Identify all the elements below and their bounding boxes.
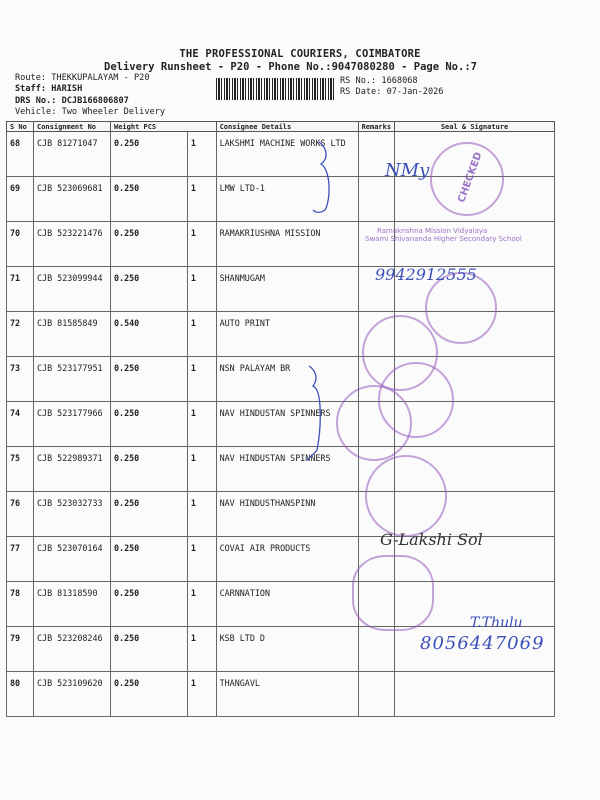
row-consignment: CJB 523099944 <box>34 267 111 312</box>
row-consignment: CJB 523221476 <box>34 222 111 267</box>
row-sno: 70 <box>7 222 34 267</box>
row-consignee: COVAI AIR PRODUCTS <box>216 537 358 582</box>
row-pcs: 1 <box>187 537 216 582</box>
row-sno: 78 <box>7 582 34 627</box>
company-title: THE PROFESSIONAL COURIERS, COIMBATORE <box>179 48 421 60</box>
row-pcs: 1 <box>187 132 216 177</box>
row-weight: 0.540 <box>111 312 188 357</box>
row-consignee: THANGAVL <box>216 672 358 717</box>
col-seal: Seal & Signature <box>395 122 555 132</box>
row-weight: 0.250 <box>111 537 188 582</box>
row-consignment: CJB 81585849 <box>34 312 111 357</box>
row-pcs: 1 <box>187 402 216 447</box>
stamp-77 <box>365 455 447 537</box>
row-consignment: CJB 523208246 <box>34 627 111 672</box>
row-weight: 0.250 <box>111 492 188 537</box>
row-consignment: CJB 523070164 <box>34 537 111 582</box>
row-remarks <box>358 672 395 717</box>
row-weight: 0.250 <box>111 582 188 627</box>
row-weight: 0.250 <box>111 177 188 222</box>
row-remarks <box>358 177 395 222</box>
row-sno: 77 <box>7 537 34 582</box>
signature-69: NMy <box>385 160 430 181</box>
bracket-bottom <box>307 366 320 460</box>
row-consignee: CARNNATION <box>216 582 358 627</box>
row-pcs: 1 <box>187 627 216 672</box>
row-seal <box>395 672 555 717</box>
col-sno: S No <box>7 122 34 132</box>
row-consignment: CJB 522989371 <box>34 447 111 492</box>
stamp-75 <box>336 385 412 461</box>
vehicle-label: Vehicle: Two Wheeler Delivery <box>15 107 166 117</box>
table-row <box>7 672 555 717</box>
col-consignment: Consignment No <box>34 122 111 132</box>
row-consignment: CJB 523069681 <box>34 177 111 222</box>
row-pcs: 1 <box>187 267 216 312</box>
runsheet-title: Delivery Runsheet - P20 - Phone No.:9047080280 - Page No.:7 <box>104 61 477 73</box>
table-row <box>7 357 555 402</box>
row-consignee: LMW LTD-1 <box>216 177 358 222</box>
row-sno: 75 <box>7 447 34 492</box>
row-consignment: CJB 523177966 <box>34 402 111 447</box>
row-pcs: 1 <box>187 312 216 357</box>
row-pcs: 1 <box>187 222 216 267</box>
col-consignee: Consignee Details <box>216 122 358 132</box>
row-consignment: CJB 523109620 <box>34 672 111 717</box>
col-remarks: Remarks <box>358 122 395 132</box>
row-consignee: RAMAKRIUSHNA MISSION <box>216 222 358 267</box>
row-sno: 76 <box>7 492 34 537</box>
table-row <box>7 447 555 492</box>
row-pcs: 1 <box>187 582 216 627</box>
checked-stamp-text: CHECKED <box>456 150 485 205</box>
staff-label: Staff: HARISH <box>15 84 83 94</box>
row-weight: 0.250 <box>111 222 188 267</box>
bracket-top <box>313 142 329 212</box>
row-sno: 69 <box>7 177 34 222</box>
drs-number: DRS No.: DCJB166806807 <box>15 96 129 106</box>
table-row <box>7 402 555 447</box>
signature-78: G-Lakshi Sol <box>380 530 483 549</box>
row-consignee: LAKSHMI MACHINE WORKS LTD <box>216 132 358 177</box>
school-stamp-line1: Ramakrishna Mission Vidyalaya <box>377 227 488 235</box>
row-consignment: CJB 81318590 <box>34 582 111 627</box>
rs-number: RS No.: 1668068 <box>340 76 418 86</box>
table-header-row <box>7 122 555 132</box>
phone-80: 8056447069 <box>420 633 545 654</box>
row-sno: 68 <box>7 132 34 177</box>
row-sno: 72 <box>7 312 34 357</box>
row-pcs: 1 <box>187 177 216 222</box>
route-label: Route: THEKKUPALAYAM - P20 <box>15 73 150 83</box>
row-consignee: NAV HINDUSTAN SPINNERS <box>216 402 358 447</box>
row-consignment: CJB 81271047 <box>34 132 111 177</box>
row-sno: 73 <box>7 357 34 402</box>
row-pcs: 1 <box>187 357 216 402</box>
rs-date: RS Date: 07-Jan-2026 <box>340 87 444 97</box>
row-weight: 0.250 <box>111 357 188 402</box>
col-weight-pcs: Weight PCS <box>111 122 217 132</box>
phone-71: 9942912555 <box>375 265 477 284</box>
row-consignee: NAV HINDUSTAN SPINNERS <box>216 447 358 492</box>
school-stamp-line2: Swami Shivananda Higher Secondary School <box>365 235 522 243</box>
row-consignee: KSB LTD D <box>216 627 358 672</box>
barcode-image <box>216 78 334 100</box>
row-sno: 79 <box>7 627 34 672</box>
row-consignee: NAV HINDUSTHANSPINN <box>216 492 358 537</box>
row-weight: 0.250 <box>111 447 188 492</box>
row-weight: 0.250 <box>111 672 188 717</box>
row-pcs: 1 <box>187 672 216 717</box>
row-weight: 0.250 <box>111 402 188 447</box>
row-sno: 71 <box>7 267 34 312</box>
row-sno: 74 <box>7 402 34 447</box>
row-weight: 0.250 <box>111 627 188 672</box>
row-pcs: 1 <box>187 447 216 492</box>
row-weight: 0.250 <box>111 267 188 312</box>
row-consignment: CJB 523032733 <box>34 492 111 537</box>
row-weight: 0.250 <box>111 132 188 177</box>
signature-80: T.Thulu <box>470 615 523 631</box>
row-sno: 80 <box>7 672 34 717</box>
row-remarks <box>358 627 395 672</box>
row-consignment: CJB 523177951 <box>34 357 111 402</box>
row-consignee: AUTO PRINT <box>216 312 358 357</box>
row-consignee: SHANMUGAM <box>216 267 358 312</box>
row-consignee: NSN PALAYAM BR <box>216 357 358 402</box>
row-pcs: 1 <box>187 492 216 537</box>
stamp-79 <box>352 555 434 631</box>
